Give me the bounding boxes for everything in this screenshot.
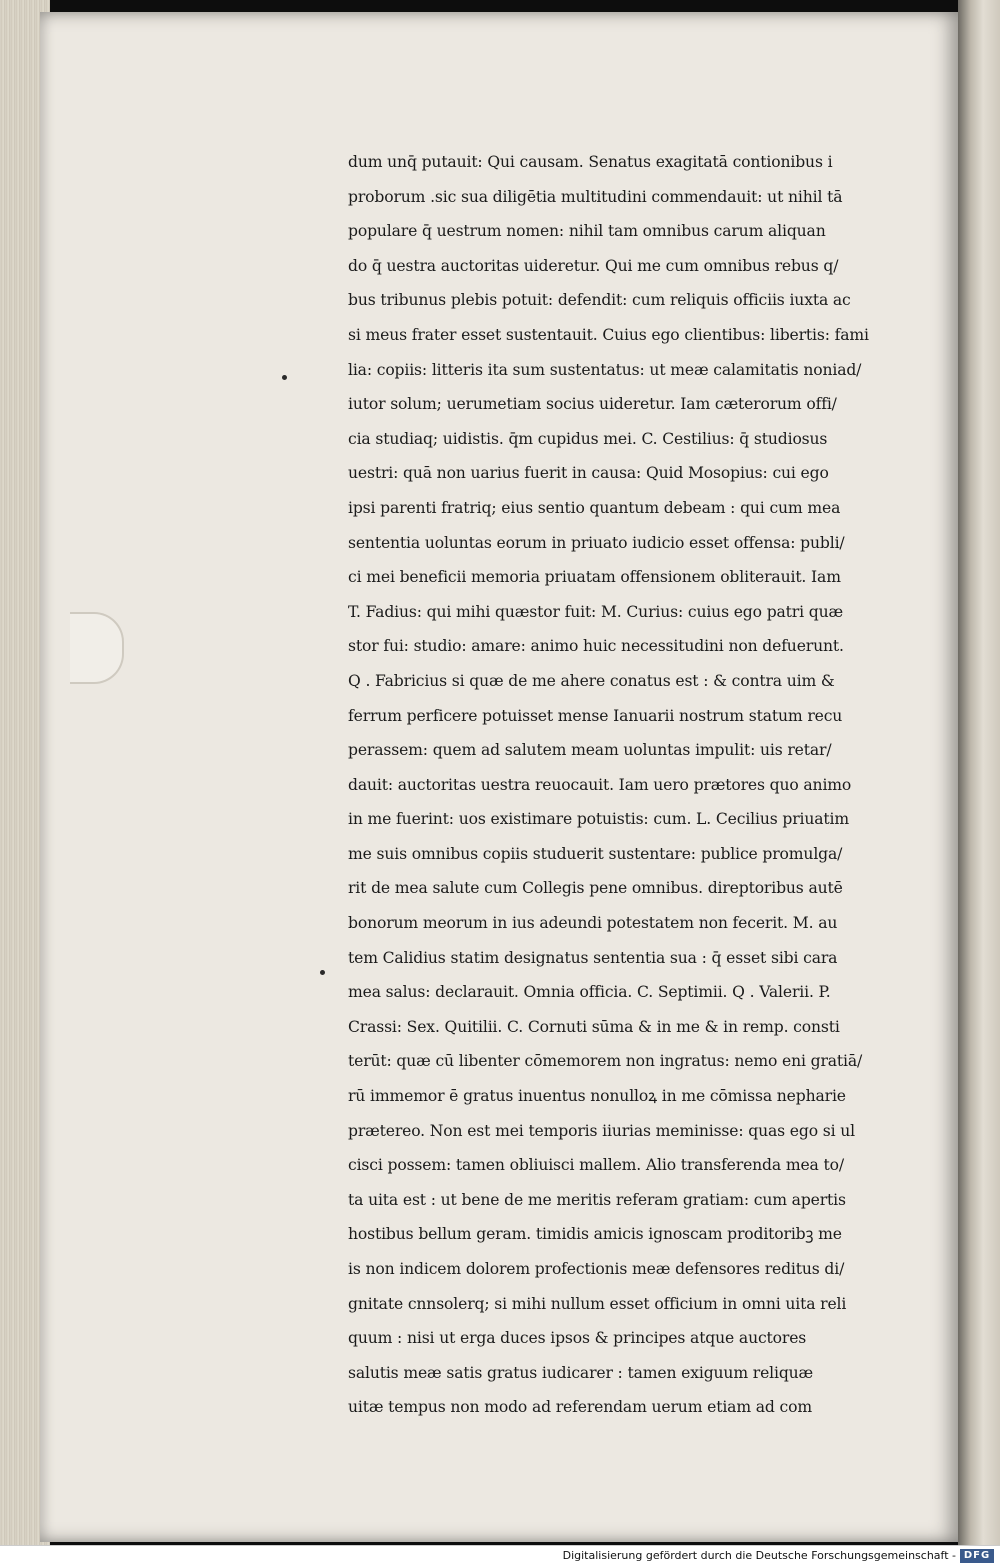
text-line: ipsi parenti fratriq; eius sentio quantum debeam : qui cum mea (348, 498, 841, 517)
text-line: dum unq̄ putauit: Qui causam. Senatus exagitatā contionibus i (348, 153, 833, 171)
text-line: si meus frater esset sustentauit. Cuius ego clientibus: libertis: fami (348, 325, 869, 344)
ink-speck (320, 970, 325, 975)
text-line: do q̄ uestra auctoritas uideretur. Qui me cum omnibus rebus q/ (348, 256, 839, 275)
text-line: quum : nisi ut erga duces ipsos & principes atque auctores (348, 1329, 807, 1348)
page-clip (70, 612, 124, 684)
funding-notice: Digitalisierung gefördert durch die Deutsche Forschungsgemeinschaft - (562, 1549, 956, 1562)
text-line: Q . Fabricius si quæ de me ahere conatus est : & contra uim & (348, 671, 835, 690)
text-line: bonorum meorum in ius adeundi potestatem non fecerit. M. au (348, 914, 838, 933)
text-line: bus tribunus plebis potuit: defendit: cum reliquis officiis iuxta ac (348, 291, 851, 310)
text-line: cisci possem: tamen obliuisci mallem. Alio transferenda mea to/ (348, 1156, 844, 1175)
text-line: salutis meæ satis gratus iudicarer : tamen exiguum reliquæ (348, 1363, 814, 1382)
text-line: lia: copiis: litteris ita sum sustentatus: ut meæ calamitatis noniad/ (348, 360, 862, 379)
footer-bar (0, 1545, 1000, 1566)
text-line: perassem: quem ad salutem meam uoluntas impulit: uis retar/ (348, 741, 832, 760)
text-line: rit de mea salute cum Collegis pene omnibus. direptoribus autē (348, 879, 843, 898)
text-line: rū immemor ē gratus inuentus nonulloꝝ in me cōmissa nepharie (348, 1087, 846, 1106)
dfg-logo: DFG (960, 1549, 994, 1563)
text-line: me suis omnibus copiis studuerit sustentare: publice promulga/ (348, 844, 843, 863)
incunable-text-block (348, 145, 908, 1425)
text-line: tem Calidius statim designatus sententia sua : q̄ esset sibi cara (348, 948, 838, 967)
text-line: iutor solum; uerumetiam socius uideretur. Iam cæterorum offi/ (348, 395, 837, 414)
text-line: in me fuerint: uos existimare potuistis: cum. L. Cecilius priuatim (348, 810, 849, 829)
book-gutter (958, 0, 1000, 1545)
text-line: ferrum perficere potuisset mense Ianuarii nostrum statum recu (348, 706, 843, 725)
text-line: ci mei beneficii memoria priuatam offensionem obliterauit. Iam (348, 568, 841, 587)
text-line: cia studiaq; uidistis. q̄m cupidus mei. C. Cestilius: q̄ studiosus (348, 429, 828, 448)
text-line: stor fui: studio: amare: animo huic necessitudini non defuerunt. (348, 637, 844, 656)
text-line: proborum .sic sua diligētia multitudini commendauit: ut nihil tā (348, 187, 843, 206)
text-line: hostibus bellum geram. timidis amicis ignoscam proditoribꝫ me (348, 1225, 842, 1244)
text-line: uestri: quā non uarius fuerit in causa: Quid Mosopius: cui ego (348, 464, 829, 483)
text-line: gnitate cnnsolerq; si mihi nullum esset officium in omni uita reli (348, 1294, 847, 1313)
text-line: is non indicem dolorem profectionis meæ defensores reditus di/ (348, 1260, 845, 1278)
text-line: uitæ tempus non modo ad referendam uerum etiam ad com (348, 1398, 813, 1417)
text-line: terūt: quæ cū libenter cōmemorem non ingratus: nemo eni gratiā/ (348, 1052, 863, 1071)
text-line: dauit: auctoritas uestra reuocauit. Iam uero prætores quo animo (348, 775, 852, 794)
text-line: sententia uoluntas eorum in priuato iudicio esset offensa: publi/ (348, 533, 845, 552)
text-line: ta uita est : ut bene de me meritis referam gratiam: cum apertis (348, 1190, 846, 1209)
text-line: populare q̄ uestrum nomen: nihil tam omnibus carum aliquan (348, 222, 826, 241)
text-line: Crassi: Sex. Quitilii. C. Cornuti sūma & in me & in remp. consti (348, 1017, 840, 1036)
ink-speck (282, 375, 287, 380)
text-line: prætereo. Non est mei temporis iiurias meminisse: quas ego si ul (348, 1121, 855, 1140)
text-line: mea salus: declarauit. Omnia officia. C. Septimii. Q . Valerii. P. (348, 983, 831, 1002)
text-line: T. Fadius: qui mihi quæstor fuit: M. Curius: cuius ego patri quæ (348, 602, 843, 621)
